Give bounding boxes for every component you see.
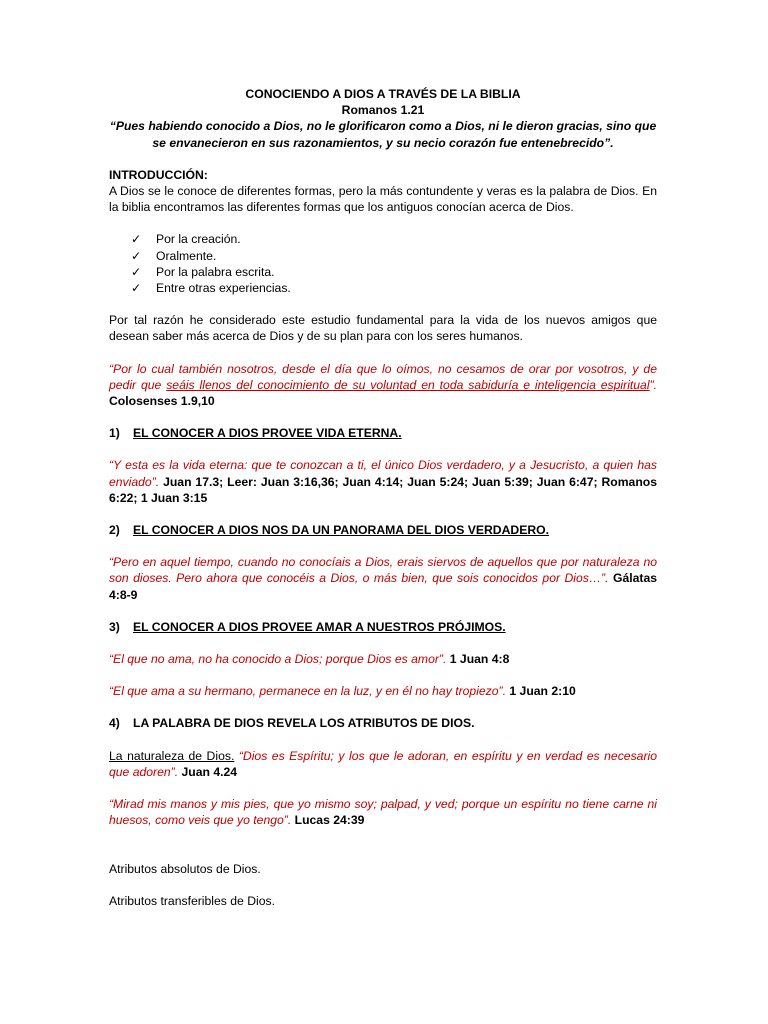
verse-text: “Dios es Espíritu; y los que le adoran, en espíritu y en verdad es necesario que adoren”. <box>109 748 657 779</box>
verse-text: “Y esta es la vida eterna: que te conozcan a ti, el único Dios verdadero, y a Jesucristo, a quien has enviado”. <box>109 458 657 489</box>
verse-reference: Gálatas 4:8-9 <box>109 571 658 602</box>
section-title: EL CONOCER A DIOS PROVEE AMAR A NUESTROS PRÓJIMOS. <box>133 619 506 634</box>
section-title: EL CONOCER A DIOS PROVEE VIDA ETERNA. <box>133 426 402 441</box>
title-reference: Romanos 1.21 <box>341 103 425 118</box>
check-icon: ✓ <box>131 281 142 296</box>
intro-heading: INTRODUCCIÓN: <box>109 167 208 182</box>
list-item <box>131 264 657 280</box>
section-3-verse-2 <box>109 683 657 699</box>
section-4-verse-1 <box>109 748 657 780</box>
intro-verse <box>109 361 657 410</box>
list-item <box>131 280 657 296</box>
footer-line-2: Atributos transferibles de Dios. <box>109 893 275 908</box>
check-icon: ✓ <box>131 264 142 279</box>
title-quote: “Pues habiendo conocido a Dios, no le glorificaron como a Dios, ni le dieron gracias, sino que se envanecieron en sus razonamientos, y su necio corazón fue entenebrecido”. <box>109 119 657 150</box>
intro-list <box>109 231 657 296</box>
list-item-label: Entre otras experiencias. <box>156 281 291 296</box>
section-heading-4 <box>109 715 657 731</box>
page-title: CONOCIENDO A DIOS A TRAVÉS DE LA BIBLIA <box>245 87 521 101</box>
verse-reference: Colosenses 1.9,10 <box>109 394 215 409</box>
section-number: 4) <box>109 716 120 731</box>
sub-label: La naturaleza de Dios. <box>109 748 235 763</box>
list-item-label: Por la creación. <box>156 232 241 247</box>
document-page <box>109 86 657 909</box>
verse-reference: 1 Juan 2:10 <box>509 684 576 699</box>
section-4-verse-2 <box>109 796 657 828</box>
intro-paragraph: A Dios se le conoce de diferentes formas, pero la más contundente y veras es la palabra de Dios. En la biblia encontramos las diferentes formas que los antiguos conocían acerca de Dios. <box>109 184 657 215</box>
section-title: EL CONOCER A DIOS NOS DA UN PANORAMA DEL DIOS VERDADERO. <box>133 523 549 538</box>
verse-reference: Lucas 24:39 <box>294 813 365 828</box>
section-number: 1) <box>109 426 120 441</box>
verse-text: “El que no ama, no ha conocido a Dios; porque Dios es amor”. <box>109 652 447 667</box>
footer-line-1: Atributos absolutos de Dios. <box>109 861 261 876</box>
list-item-label: Oralmente. <box>156 248 217 263</box>
section-number: 3) <box>109 619 120 634</box>
verse-underlined-text: seáis llenos del conocimiento de su voluntad en toda sabiduría e inteligencia espiritual <box>166 377 650 392</box>
check-icon: ✓ <box>131 248 142 263</box>
verse-text: “El que ama a su hermano, permanece en la luz, y en él no hay tropiezo”. <box>109 684 506 699</box>
list-item-label: Por la palabra escrita. <box>156 264 275 279</box>
section-heading-1 <box>109 425 657 441</box>
section-2-verse <box>109 554 657 603</box>
section-3-verse-1 <box>109 651 657 667</box>
section-heading-3 <box>109 619 657 635</box>
section-title: LA PALABRA DE DIOS REVELA LOS ATRIBUTOS DE DIOS. <box>133 716 475 731</box>
section-heading-2 <box>109 522 657 538</box>
check-icon: ✓ <box>131 232 142 247</box>
verse-reference: Juan 17.3; Leer: Juan 3:16,36; Juan 4:14; Juan 5:24; Juan 5:39; Juan 6:47; Romanos 6:22; 1 Juan 3:15 <box>109 474 657 505</box>
section-number: 2) <box>109 523 120 538</box>
verse-text: “Por lo cual también nosotros, desde el día que lo oímos, no cesamos de orar por vosotros, y de pedir que <box>109 361 657 392</box>
intro-paragraph-2: Por tal razón he considerado este estudio fundamental para la vida de los nuevos amigos que desean saber más acerca de Dios y de su plan para con los seres humanos. <box>109 313 657 344</box>
verse-reference: 1 Juan 4:8 <box>449 652 510 667</box>
verse-reference: Juan 4.24 <box>181 764 238 779</box>
verse-text: “Pero en aquel tiempo, cuando no conocíais a Dios, erais siervos de aquellos que por naturaleza no son dioses. Pero ahora que conocéis a Dios, o más bien, que sois conocidos por Dios…”. <box>109 555 657 586</box>
verse-text: “Mirad mis manos y mis pies, que yo mismo soy; palpad, y ved; porque un espíritu no tiene carne ni huesos, como veis que yo tengo”. <box>109 797 657 828</box>
list-item <box>131 248 657 264</box>
list-item <box>131 231 657 247</box>
verse-text-end: ”. <box>649 377 658 392</box>
section-1-verse <box>109 457 657 506</box>
